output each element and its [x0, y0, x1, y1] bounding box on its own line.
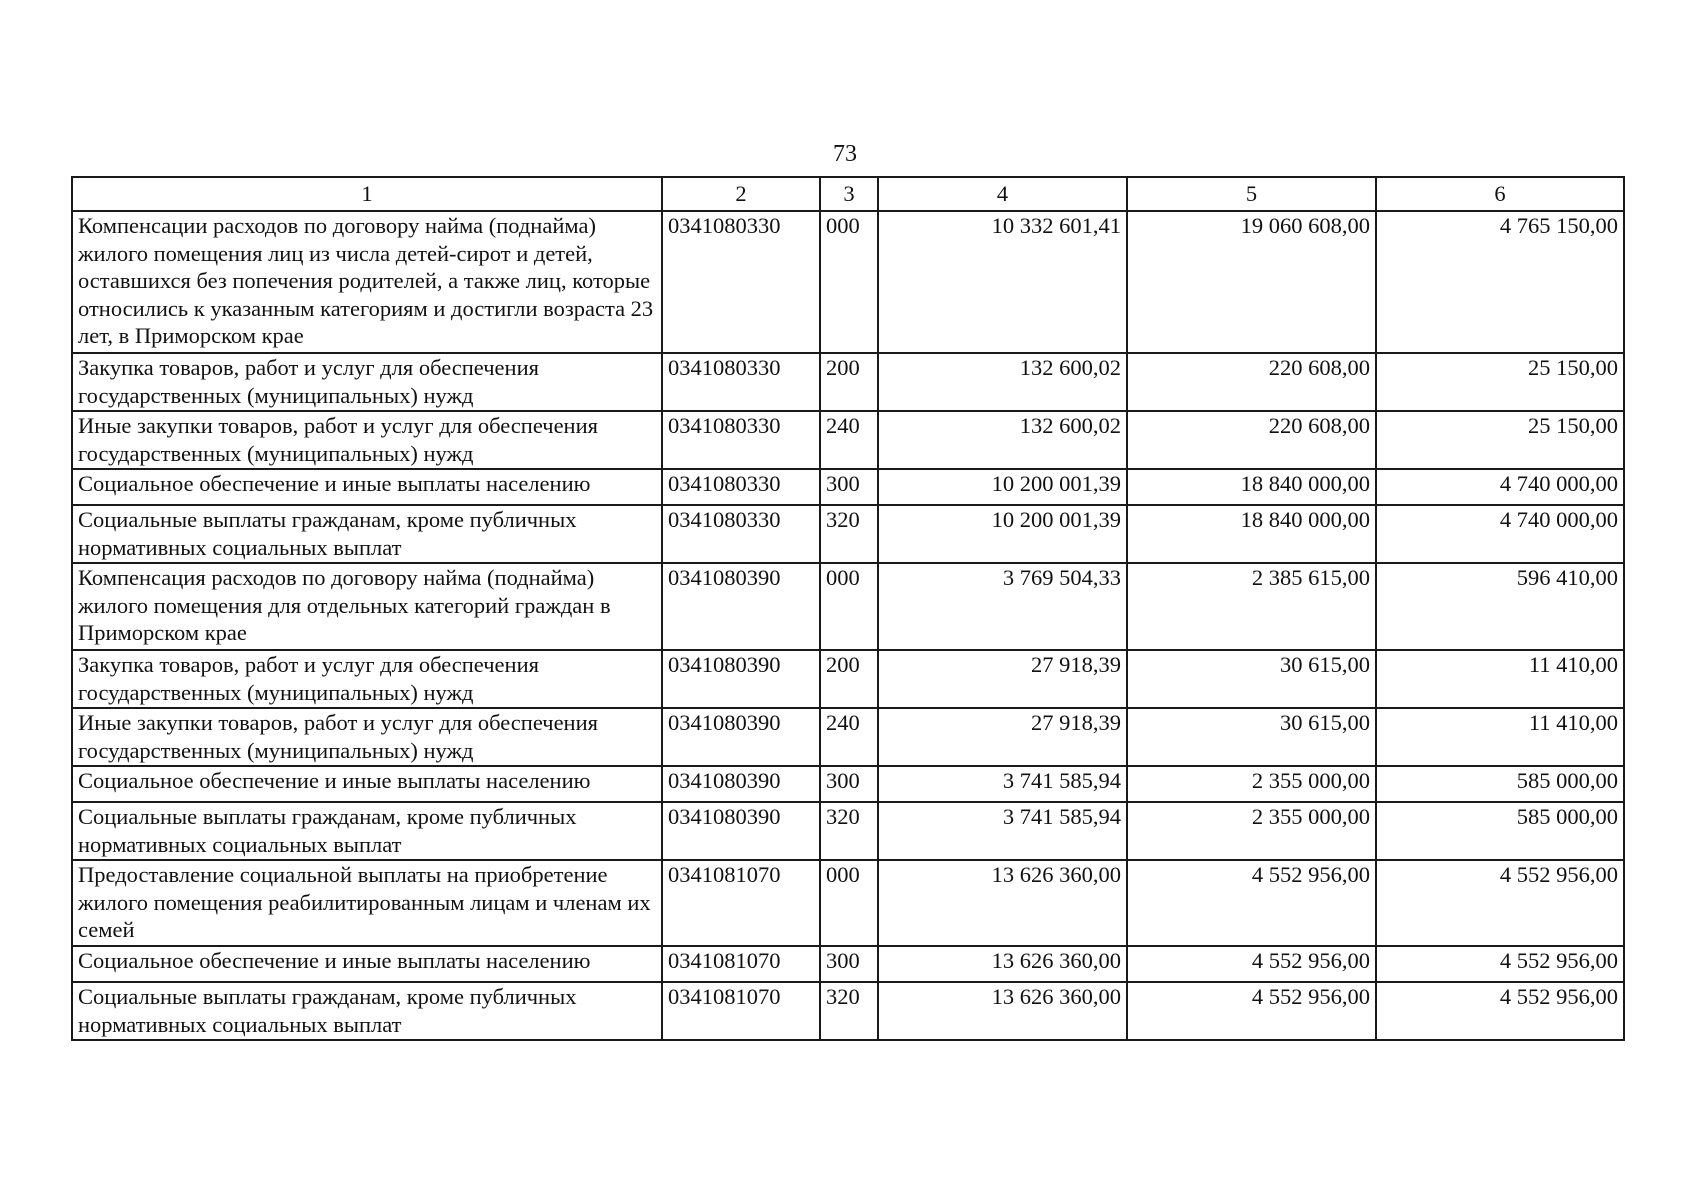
row-value-5: 2 355 000,00: [1127, 766, 1376, 802]
row-value-6: 4 552 956,00: [1376, 982, 1624, 1040]
column-header-4: 4: [878, 177, 1127, 211]
row-expense-type: 000: [820, 860, 878, 946]
row-value-4: 27 918,39: [878, 650, 1127, 708]
row-code: 0341080390: [662, 708, 820, 766]
row-value-5: 220 608,00: [1127, 353, 1376, 411]
row-code: 0341080390: [662, 563, 820, 650]
row-name: Компенсация расходов по договору найма (поднайма) жилого помещения для отдельных категорий граждан в Приморском крае: [72, 563, 662, 650]
row-expense-type: 200: [820, 650, 878, 708]
row-value-6: 585 000,00: [1376, 802, 1624, 860]
row-name: Социальное обеспечение и иные выплаты населению: [72, 946, 662, 982]
row-name: Социальное обеспечение и иные выплаты населению: [72, 766, 662, 802]
row-value-4: 132 600,02: [878, 411, 1127, 469]
row-value-5: 18 840 000,00: [1127, 505, 1376, 563]
table-body: [72, 211, 1624, 1040]
table-row: [72, 211, 1624, 353]
row-value-4: 10 200 001,39: [878, 505, 1127, 563]
table-row: [72, 708, 1624, 766]
row-code: 0341081070: [662, 946, 820, 982]
table-row: [72, 802, 1624, 860]
row-code: 0341081070: [662, 860, 820, 946]
table-row: [72, 982, 1624, 1040]
row-expense-type: 000: [820, 563, 878, 650]
table-row: [72, 353, 1624, 411]
row-value-6: 596 410,00: [1376, 563, 1624, 650]
row-value-4: 10 200 001,39: [878, 469, 1127, 505]
row-name: Компенсации расходов по договору найма (поднайма) жилого помещения лиц из числа детей-сирот и детей, оставшихся без попечения родителей, а также лиц, которые относились к указанным категориям и достигли возраста 23 лет, в Приморском крае: [72, 211, 662, 353]
row-expense-type: 300: [820, 469, 878, 505]
row-code: 0341080390: [662, 766, 820, 802]
row-name: Иные закупки товаров, работ и услуг для обеспечения государственных (муниципальных) нужд: [72, 411, 662, 469]
table-row: [72, 469, 1624, 505]
row-code: 0341080330: [662, 353, 820, 411]
row-value-4: 3 741 585,94: [878, 802, 1127, 860]
row-value-5: 4 552 956,00: [1127, 946, 1376, 982]
column-header-3: 3: [820, 177, 878, 211]
row-value-6: 4 740 000,00: [1376, 505, 1624, 563]
row-expense-type: 300: [820, 766, 878, 802]
row-expense-type: 320: [820, 802, 878, 860]
row-name: Закупка товаров, работ и услуг для обеспечения государственных (муниципальных) нужд: [72, 353, 662, 411]
row-expense-type: 320: [820, 982, 878, 1040]
row-value-5: 30 615,00: [1127, 650, 1376, 708]
table-row: [72, 766, 1624, 802]
row-value-4: 132 600,02: [878, 353, 1127, 411]
row-value-6: 4 740 000,00: [1376, 469, 1624, 505]
row-value-4: 13 626 360,00: [878, 982, 1127, 1040]
row-code: 0341080330: [662, 411, 820, 469]
row-expense-type: 300: [820, 946, 878, 982]
row-value-4: 3 769 504,33: [878, 563, 1127, 650]
row-name: Закупка товаров, работ и услуг для обеспечения государственных (муниципальных) нужд: [72, 650, 662, 708]
row-value-4: 27 918,39: [878, 708, 1127, 766]
table-row: [72, 946, 1624, 982]
row-value-5: 4 552 956,00: [1127, 860, 1376, 946]
table-row: [72, 860, 1624, 946]
row-code: 0341080330: [662, 211, 820, 353]
row-value-6: 4 765 150,00: [1376, 211, 1624, 353]
row-expense-type: 200: [820, 353, 878, 411]
page-number: [0, 142, 1698, 166]
column-header-2: 2: [662, 177, 820, 211]
row-name: Социальные выплаты гражданам, кроме публичных нормативных социальных выплат: [72, 802, 662, 860]
row-value-6: 11 410,00: [1376, 650, 1624, 708]
column-header-6: 6: [1376, 177, 1624, 211]
row-value-4: 3 741 585,94: [878, 766, 1127, 802]
header-row: [72, 177, 1624, 211]
row-name: Предоставление социальной выплаты на приобретение жилого помещения реабилитированным лицам и членам их семей: [72, 860, 662, 946]
row-expense-type: 000: [820, 211, 878, 353]
row-value-5: 19 060 608,00: [1127, 211, 1376, 353]
row-code: 0341081070: [662, 982, 820, 1040]
row-value-5: 18 840 000,00: [1127, 469, 1376, 505]
row-expense-type: 240: [820, 708, 878, 766]
budget-table: [71, 176, 1625, 1041]
row-name: Социальные выплаты гражданам, кроме публичных нормативных социальных выплат: [72, 505, 662, 563]
page-number-text: 73: [833, 141, 857, 167]
row-value-6: 11 410,00: [1376, 708, 1624, 766]
table-row: [72, 411, 1624, 469]
row-value-6: 25 150,00: [1376, 411, 1624, 469]
row-name: Иные закупки товаров, работ и услуг для обеспечения государственных (муниципальных) нужд: [72, 708, 662, 766]
row-value-4: 10 332 601,41: [878, 211, 1127, 353]
row-value-5: 2 385 615,00: [1127, 563, 1376, 650]
row-value-4: 13 626 360,00: [878, 860, 1127, 946]
column-header-5: 5: [1127, 177, 1376, 211]
row-value-6: 25 150,00: [1376, 353, 1624, 411]
row-name: Социальные выплаты гражданам, кроме публичных нормативных социальных выплат: [72, 982, 662, 1040]
row-value-6: 585 000,00: [1376, 766, 1624, 802]
table-row: [72, 650, 1624, 708]
table-row: [72, 505, 1624, 563]
row-value-6: 4 552 956,00: [1376, 946, 1624, 982]
row-code: 0341080390: [662, 650, 820, 708]
row-value-5: 30 615,00: [1127, 708, 1376, 766]
column-header-1: 1: [72, 177, 662, 211]
row-value-5: 220 608,00: [1127, 411, 1376, 469]
row-value-4: 13 626 360,00: [878, 946, 1127, 982]
row-value-5: 4 552 956,00: [1127, 982, 1376, 1040]
row-expense-type: 240: [820, 411, 878, 469]
row-code: 0341080390: [662, 802, 820, 860]
row-expense-type: 320: [820, 505, 878, 563]
row-value-6: 4 552 956,00: [1376, 860, 1624, 946]
row-code: 0341080330: [662, 469, 820, 505]
table-header: [72, 177, 1624, 211]
row-code: 0341080330: [662, 505, 820, 563]
row-name: Социальное обеспечение и иные выплаты населению: [72, 469, 662, 505]
row-value-5: 2 355 000,00: [1127, 802, 1376, 860]
table-row: [72, 563, 1624, 650]
